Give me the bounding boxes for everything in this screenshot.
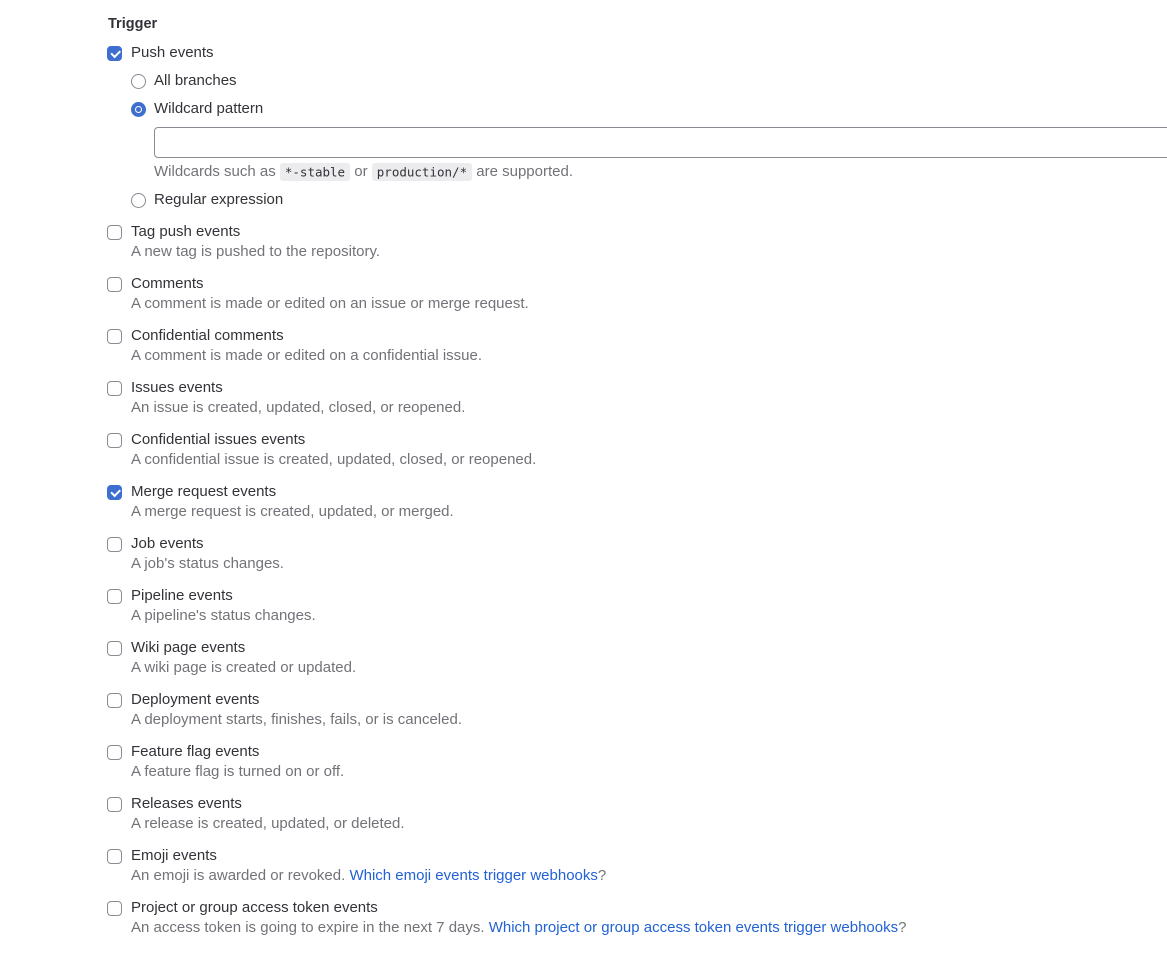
feature-flag-events-label[interactable]: Feature flag events <box>131 743 260 760</box>
feature-flag-events-description: A feature flag is turned on or off. <box>131 763 345 780</box>
pipeline-events-description: A pipeline's status changes. <box>131 607 316 624</box>
project-or-group-access-token-events-description: An access token is going to expire in the next 7 days. Which project or group access token events trigger webhooks? <box>131 919 907 936</box>
confidential-comments-description: A comment is made or edited on a confidential issue. <box>131 347 483 364</box>
issues-events-label[interactable]: Issues events <box>131 379 223 396</box>
deployment-events-label[interactable]: Deployment events <box>131 691 260 708</box>
wildcard-help-text <box>154 162 1167 182</box>
event-item-issues-events <box>107 378 1167 418</box>
comments-label[interactable]: Comments <box>131 275 204 292</box>
job-events-checkbox[interactable] <box>107 537 122 552</box>
wildcard-help-after: are supported. <box>472 163 573 180</box>
releases-events-checkbox[interactable] <box>107 797 122 812</box>
tag-push-events-label[interactable]: Tag push events <box>131 223 241 240</box>
pipeline-events-checkbox[interactable] <box>107 589 122 604</box>
regular-expression-option <box>131 190 1167 210</box>
event-item-wiki-page-events <box>107 638 1167 678</box>
job-events-label[interactable]: Job events <box>131 535 204 552</box>
wildcard-pattern-block <box>154 127 1167 182</box>
wildcard-pattern-radio[interactable] <box>131 102 146 117</box>
push-branch-filter-group <box>131 71 1167 210</box>
releases-events-description: A release is created, updated, or deleted. <box>131 815 405 832</box>
emoji-events-description: An emoji is awarded or revoked. Which emoji events trigger webhooks? <box>131 867 607 884</box>
wildcard-pattern-label[interactable]: Wildcard pattern <box>154 100 264 117</box>
event-item-job-events <box>107 534 1167 574</box>
event-item-comments <box>107 274 1167 314</box>
wildcard-pattern-input[interactable] <box>154 127 1167 158</box>
issues-events-checkbox[interactable] <box>107 381 122 396</box>
deployment-events-checkbox[interactable] <box>107 693 122 708</box>
push-events-label[interactable]: Push events <box>131 44 214 61</box>
tag-push-events-description: A new tag is pushed to the repository. <box>131 243 381 260</box>
confidential-issues-events-description: A confidential issue is created, updated, closed, or reopened. <box>131 451 537 468</box>
event-item-confidential-issues-events <box>107 430 1167 470</box>
tag-push-events-checkbox[interactable] <box>107 225 122 240</box>
confidential-issues-events-label[interactable]: Confidential issues events <box>131 431 306 448</box>
confidential-comments-label[interactable]: Confidential comments <box>131 327 284 344</box>
push-events-row <box>107 43 1167 63</box>
wiki-page-events-checkbox[interactable] <box>107 641 122 656</box>
project-or-group-access-token-events-checkbox[interactable] <box>107 901 122 916</box>
event-item-project-or-group-access-token-events <box>107 898 1167 938</box>
confidential-issues-events-checkbox[interactable] <box>107 433 122 448</box>
regular-expression-label[interactable]: Regular expression <box>154 191 284 208</box>
project-or-group-access-token-events-doc-link[interactable]: Which project or group access token events trigger webhooks <box>488 919 899 936</box>
event-item-tag-push-events <box>107 222 1167 262</box>
all-branches-option <box>131 71 1167 91</box>
pipeline-events-label[interactable]: Pipeline events <box>131 587 233 604</box>
releases-events-label[interactable]: Releases events <box>131 795 242 812</box>
emoji-events-doc-link[interactable]: Which emoji events trigger webhooks <box>349 867 598 884</box>
all-branches-radio[interactable] <box>131 74 146 89</box>
event-item-feature-flag-events <box>107 742 1167 782</box>
project-or-group-access-token-events-label[interactable]: Project or group access token events <box>131 899 378 916</box>
merge-request-events-description: A merge request is created, updated, or merged. <box>131 503 454 520</box>
emoji-events-checkbox[interactable] <box>107 849 122 864</box>
wildcard-code-example-1: *-stable <box>280 163 350 181</box>
all-branches-label[interactable]: All branches <box>154 72 237 89</box>
event-item-releases-events <box>107 794 1167 834</box>
wildcard-pattern-option <box>131 99 1167 119</box>
wildcard-help-before: Wildcards such as <box>154 163 280 180</box>
wiki-page-events-description: A wiki page is created or updated. <box>131 659 357 676</box>
trigger-heading: Trigger <box>108 16 158 32</box>
event-item-deployment-events <box>107 690 1167 730</box>
comments-description: A comment is made or edited on an issue or merge request. <box>131 295 529 312</box>
wiki-page-events-label[interactable]: Wiki page events <box>131 639 246 656</box>
wildcard-help-middle: or <box>350 163 372 180</box>
job-events-description: A job's status changes. <box>131 555 284 572</box>
push-events-checkbox[interactable] <box>107 46 122 61</box>
event-item-merge-request-events <box>107 482 1167 522</box>
emoji-events-label[interactable]: Emoji events <box>131 847 217 864</box>
event-item-pipeline-events <box>107 586 1167 626</box>
wildcard-code-example-2: production/* <box>372 163 472 181</box>
merge-request-events-label[interactable]: Merge request events <box>131 483 277 500</box>
confidential-comments-checkbox[interactable] <box>107 329 122 344</box>
issues-events-description: An issue is created, updated, closed, or reopened. <box>131 399 466 416</box>
regular-expression-radio[interactable] <box>131 193 146 208</box>
merge-request-events-checkbox[interactable] <box>107 485 122 500</box>
webhook-events-list <box>107 222 1167 938</box>
event-item-confidential-comments <box>107 326 1167 366</box>
event-item-emoji-events <box>107 846 1167 886</box>
comments-checkbox[interactable] <box>107 277 122 292</box>
feature-flag-events-checkbox[interactable] <box>107 745 122 760</box>
deployment-events-description: A deployment starts, finishes, fails, or is canceled. <box>131 711 462 728</box>
